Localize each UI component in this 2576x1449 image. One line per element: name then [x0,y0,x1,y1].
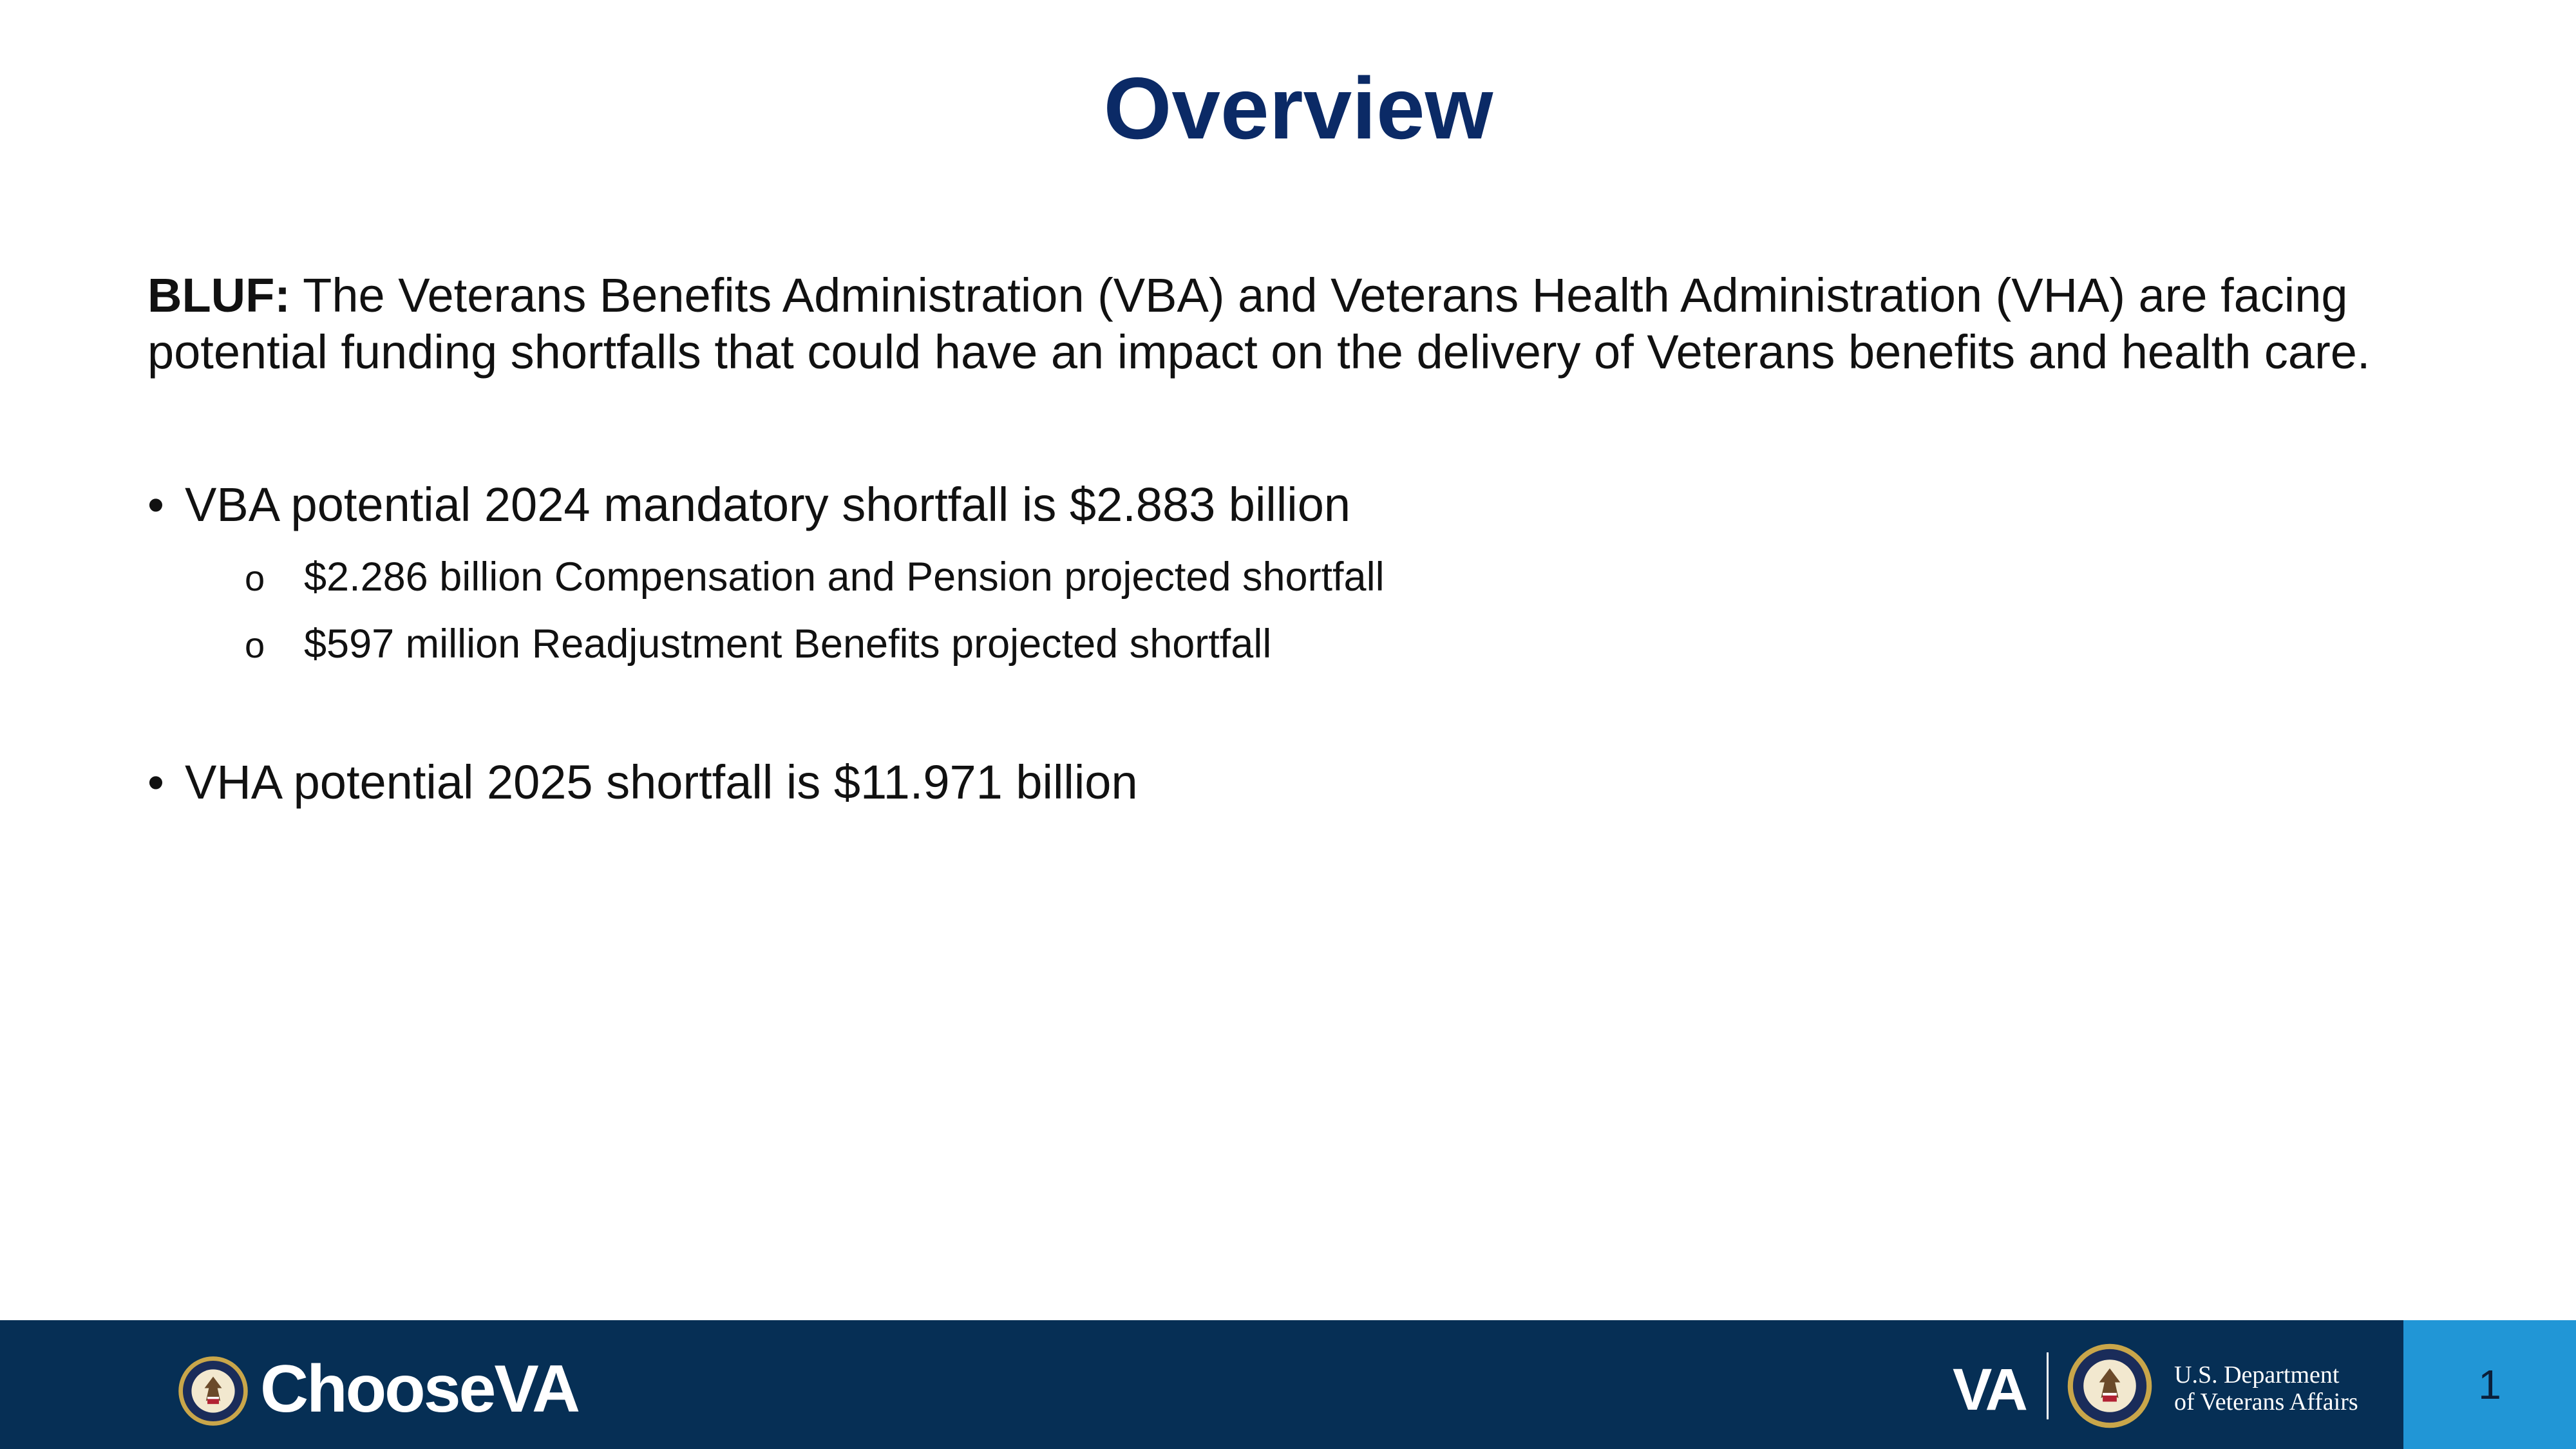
bullet-text: VBA potential 2024 mandatory shortfall is $2.883 billion [185,478,1351,531]
bluf-paragraph [147,267,2440,381]
sub-bullet-item-compensation [245,553,1385,603]
sub-bullet-item-readjustment [245,620,1271,670]
slide-title: Overview [1103,59,1493,157]
department-name [2174,1361,2358,1416]
department-name-line1: U.S. Department [2174,1361,2340,1388]
bullet-marker: • [147,478,164,531]
bullet-item-vba [147,477,1350,533]
va-logo-mark: VA [1953,1357,2025,1423]
bluf-label: BLUF: [147,269,290,322]
sub-bullet-text: $2.286 billion Compensation and Pension projected shortfall [304,554,1385,600]
choose-va-logo: ChooseVA [260,1352,579,1426]
logo-divider [2047,1352,2049,1419]
page-number: 1 [2478,1361,2501,1408]
footer-bar [0,1320,2576,1449]
page-number-box [2403,1320,2576,1449]
sub-bullet-marker: o [245,625,265,665]
va-seal-icon [2066,1342,2154,1430]
department-name-line2: of Veterans Affairs [2174,1388,2358,1416]
bullet-marker: • [147,755,164,809]
bullet-item-vha [147,754,1138,811]
bullet-text: VHA potential 2025 shortfall is $11.971 billion [185,755,1138,809]
sub-bullet-marker: o [245,558,265,598]
bluf-text: The Veterans Benefits Administration (VBA) and Veterans Health Administration (VHA) are facing potential funding shortfalls that could have an impact on the delivery of Veterans benefits and health care. [147,269,2371,379]
sub-bullet-text: $597 million Readjustment Benefits projected shortfall [304,621,1272,667]
va-seal-icon [177,1355,249,1427]
